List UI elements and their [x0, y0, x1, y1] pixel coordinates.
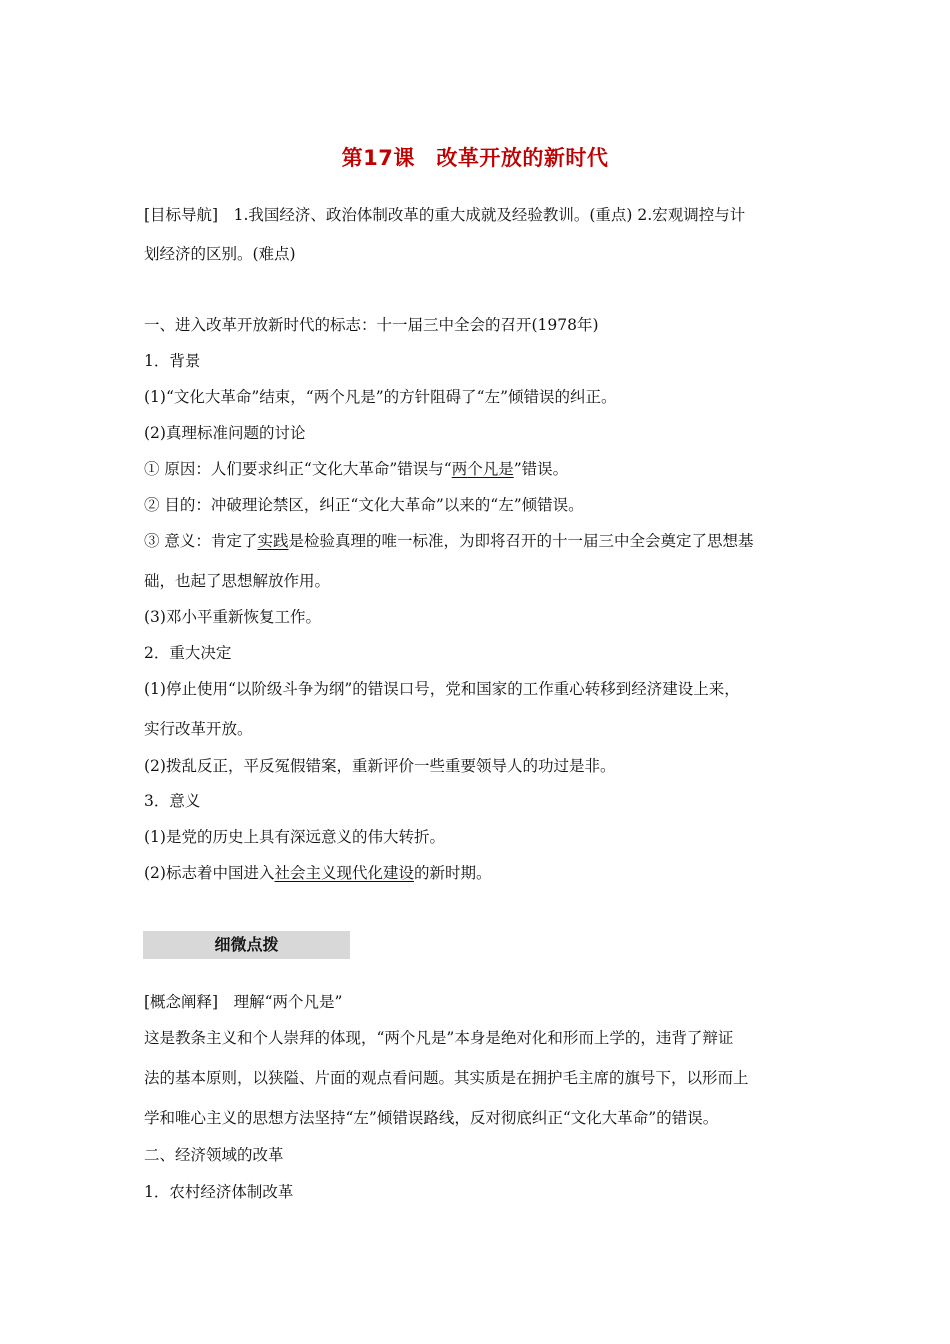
reason-underlined-term: 两个凡是 [451, 460, 514, 478]
significance-item-2 [144, 862, 492, 884]
purpose-line: ② 目的：冲破理论禁区，纠正“文化大革命”以来的“左”倾错误。 [144, 496, 584, 514]
concept-line-1: 这是教条主义和个人崇拜的体现，“两个凡是”本身是绝对化和形而上学的，违背了辩证 [144, 1029, 734, 1047]
concept-heading: [概念阐释] 理解“两个凡是” [144, 993, 343, 1011]
tip-box [143, 931, 350, 959]
meaning-prefix: ③ 意义：肯定了 [144, 532, 258, 550]
decision-item-2: (2)拨乱反正，平反冤假错案，重新评价一些重要领导人的功过是非。 [144, 757, 616, 775]
concept-line-2: 法的基本原则，以狭隘、片面的观点看问题。其实质是在拥护毛主席的旗号下，以形而上 [144, 1069, 749, 1087]
section1-heading: 一、进入改革开放新时代的标志：十一届三中全会的召开(1978年) [144, 316, 599, 334]
background-item-1: (1)“文化大革命”结束，“两个凡是”的方针阻碍了“左”倾错误的纠正。 [144, 388, 617, 406]
background-heading: 1．背景 [144, 352, 201, 370]
significance-item-1: (1)是党的历史上具有深远意义的伟大转折。 [144, 828, 445, 846]
decision-heading: 2．重大决定 [144, 644, 232, 662]
page-title: 第17课 改革开放的新时代 [341, 146, 609, 170]
significance-heading: 3．意义 [144, 792, 201, 810]
reason-suffix: ”错误。 [513, 460, 569, 478]
meaning-suffix: 是检验真理的唯一标准，为即将召开的十一届三中全会奠定了思想基 [288, 532, 754, 550]
background-item-3: (3)邓小平重新恢复工作。 [144, 608, 321, 626]
background-item-2: (2)真理标准问题的讨论 [144, 424, 306, 442]
reason-prefix: ① 原因：人们要求纠正“文化大革命”错误与“ [144, 460, 452, 478]
reason-line [144, 458, 568, 480]
objectives-line-2: 划经济的区别。(难点) [144, 245, 296, 263]
meaning-line [144, 530, 753, 552]
meaning-underlined-term: 实践 [257, 532, 289, 550]
concept-line-3: 学和唯心主义的思想方法坚持“左”倾错误路线，反对彻底纠正“文化大革命”的错误。 [144, 1109, 719, 1127]
section2-subheading: 1．农村经济体制改革 [144, 1183, 294, 1201]
decision-item-1-line-2: 实行改革开放。 [144, 720, 253, 738]
significance-prefix: (2)标志着中国进入 [144, 864, 275, 882]
significance-suffix: 的新时期。 [413, 864, 492, 882]
objectives-line-1: [目标导航] 1.我国经济、政治体制改革的重大成就及经验教训。(重点) 2.宏观调控与计 [144, 206, 746, 224]
tip-box-label: 细微点拨 [214, 935, 279, 954]
section2-heading: 二、经济领域的改革 [144, 1146, 284, 1164]
significance-underlined-term: 社会主义现代化建设 [274, 864, 414, 882]
meaning-line-2: 础，也起了思想解放作用。 [144, 572, 331, 590]
decision-item-1: (1)停止使用“以阶级斗争为纲”的错误口号，党和国家的工作重心转移到经济建设上来， [144, 680, 740, 698]
